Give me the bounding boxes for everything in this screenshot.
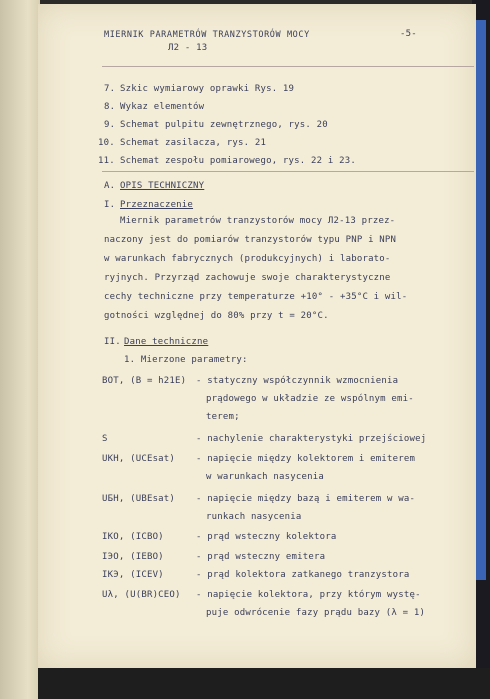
param-desc: w warunkach nasycenia — [206, 472, 324, 482]
section-2-subtitle: 1. Mierzone parametry: — [124, 355, 248, 365]
param-symbol: BOT, (B = h21E) — [102, 376, 187, 386]
param-desc: - prąd wsteczny kolektora — [196, 532, 337, 542]
header-rule — [102, 66, 474, 67]
param-symbol: IKO, (ICBO) — [102, 532, 164, 542]
paragraph-line: Miernik parametrów tranzystorów mocy Л2-13 przez- — [120, 216, 396, 226]
paragraph-line: cechy techniczne przy temperaturze +10° - +35°C i wil- — [104, 292, 408, 302]
paragraph-line: w warunkach fabrycznych (produkcyjnych) i laborato- — [104, 254, 391, 264]
param-desc: - napięcie między kolektorem i emiterem — [196, 454, 416, 464]
param-symbol: IKЭ, (ICEV) — [102, 570, 164, 580]
paragraph-line: ryjnych. Przyrząd zachowuje swoje charakterystyczne — [104, 273, 391, 283]
param-desc: - statyczny współczynnik wzmocnienia — [196, 376, 399, 386]
paragraph-line: naczony jest do pomiarów tranzystorów typu PNP i NPN — [104, 235, 397, 245]
param-desc: puje odwrócenie fazy prądu bazy (λ = 1) — [206, 608, 426, 618]
list-item: Schemat zasilacza, rys. 21 — [120, 138, 267, 148]
binder-left-page — [0, 0, 40, 699]
param-desc: - prąd kolektora zatkanego tranzystora — [196, 570, 410, 580]
list-item: Szkic wymiarowy oprawki Rys. 19 — [120, 84, 295, 94]
contents-rule — [102, 171, 474, 172]
doc-title: MIERNIK PARAMETRÓW TRANZYSTORÓW MOCY — [104, 30, 310, 40]
section-1-label: I. — [104, 200, 116, 210]
section-1-title: Przeznaczenie — [120, 200, 194, 210]
param-symbol: IЭO, (IEBO) — [102, 552, 164, 562]
param-symbol: S — [102, 434, 108, 444]
list-item-num: 9. — [104, 120, 116, 130]
section-2-label: II. — [104, 337, 121, 347]
page-number: -5- — [400, 29, 417, 39]
list-item: Schemat pulpitu zewnętrznego, rys. 20 — [120, 120, 328, 130]
section-a-title: OPIS TECHNICZNY — [120, 181, 205, 191]
list-item: Wykaz elementów — [120, 102, 205, 112]
param-symbol: Uλ, (U(BR)CEO) — [102, 590, 181, 600]
param-desc: - prąd wsteczny emitera — [196, 552, 326, 562]
param-symbol: UKH, (UCEsat) — [102, 454, 176, 464]
doc-model: Л2 - 13 — [168, 43, 208, 53]
document-page — [38, 4, 476, 668]
list-item-num: 8. — [104, 102, 116, 112]
list-item-num: 10. — [98, 138, 115, 148]
param-desc: prądowego w układzie ze wspólnym emi- — [206, 394, 414, 404]
paragraph-line: gotności względnej do 80% przy t = 20°C. — [104, 311, 329, 321]
list-item: Schemat zespołu pomiarowego, rys. 22 i 23. — [120, 156, 356, 166]
param-symbol: UБH, (UBEsat) — [102, 494, 176, 504]
section-2-title: Dane techniczne — [124, 337, 209, 347]
param-desc: runkach nasycenia — [206, 512, 302, 522]
page-bottom-shadow — [38, 668, 490, 699]
section-a-label: A. — [104, 181, 116, 191]
param-desc: terem; — [206, 412, 240, 422]
param-desc: - napięcie między bazą i emiterem w wa- — [196, 494, 416, 504]
list-item-num: 11. — [98, 156, 115, 166]
list-item-num: 7. — [104, 84, 116, 94]
param-desc: - nachylenie charakterystyki przejściowej — [196, 434, 427, 444]
param-desc: - napięcie kolektora, przy którym wystę- — [196, 590, 421, 600]
